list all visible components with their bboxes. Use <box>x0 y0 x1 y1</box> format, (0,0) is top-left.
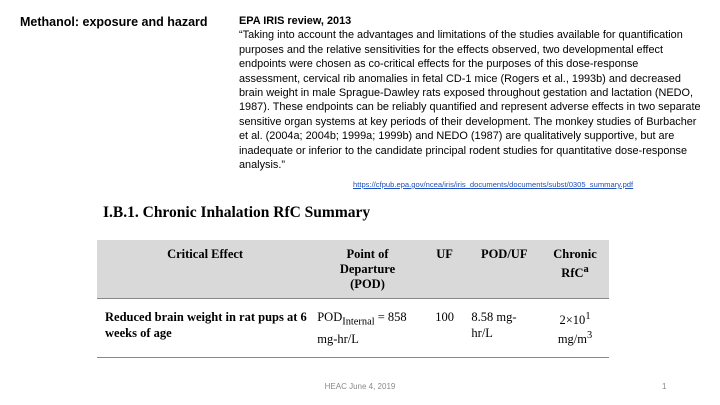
header-uf: UF <box>422 240 468 299</box>
review-heading: EPA IRIS review, 2013 <box>239 15 352 27</box>
source-link[interactable]: https://cfpub.epa.gov/ncea/iris/iris_documents/documents/subst/0305_summary.pdf <box>353 180 634 189</box>
table-heading: I.B.1. Chronic Inhalation RfC Summary <box>103 204 371 221</box>
header-rfc-footnote: a <box>583 264 589 275</box>
cell-pod-label: POD <box>317 310 343 324</box>
cell-pod-value: = 858 mg-hr/L <box>317 310 407 346</box>
cell-rfc-unit-exponent: 3 <box>586 330 593 342</box>
header-pod-line1: Point of <box>346 247 389 261</box>
page-number: 1 <box>662 382 667 391</box>
cell-rfc-unit: mg/m <box>557 332 587 347</box>
cell-rfc-mantissa: 2×10 <box>559 313 586 328</box>
header-pod-line2: Departure <box>339 262 396 276</box>
cell-pod-subscript: Internal <box>342 316 375 328</box>
header-rfc-base: RfC <box>561 266 584 281</box>
slide-title: Methanol: exposure and hazard <box>20 15 208 29</box>
review-quote: “Taking into account the advantages and limitations of the studies available for quantification purposes and the relative sensitivities for the effects observed, two developmental effect endpoints were chosen as co-critical effects for the purposes of this dose-response assessment, cervical rib anomalies in fetal CD-1 mice (Rogers et al., 1993b) and decreased brain weight in male Sprague-Dawley rats exposed throughout gestation and lactation (NEDO, 1987). These endpoints can be reliably quantified and represent adverse effects in two separate sensitive organ systems at key periods of their development. The monkey studies of Burbacher et al. (2004a; 2004b; 1999a; 1999b) and NEDO (1987) are qualitatively supportive, but are inadequate or inferior to the candidate principal rodent studies for quantitative dose-response analysis.” <box>239 29 701 172</box>
cell-chronic-rfc <box>541 299 609 358</box>
cell-uf: 100 <box>435 310 454 324</box>
cell-critical-effect: Reduced brain weight in rat pups at 6 weeks of age <box>105 310 307 340</box>
rfc-summary-table <box>97 240 609 358</box>
header-critical-effect: Critical Effect <box>97 240 313 299</box>
table-header-row <box>97 240 609 299</box>
cell-rfc-exponent: 1 <box>585 311 591 322</box>
review-block <box>239 14 701 172</box>
header-pod <box>313 240 422 299</box>
header-pod-uf: POD/UF <box>467 240 541 299</box>
table-row <box>97 299 609 358</box>
cell-pod-uf: 8.58 mg-hr/L <box>471 310 517 340</box>
header-chronic-rfc <box>541 240 609 299</box>
cell-pod <box>313 299 422 358</box>
header-rfc-line1: Chronic <box>553 247 597 261</box>
footer-date: HEAC June 4, 2019 <box>324 382 396 391</box>
header-pod-line3: (POD) <box>350 277 385 291</box>
